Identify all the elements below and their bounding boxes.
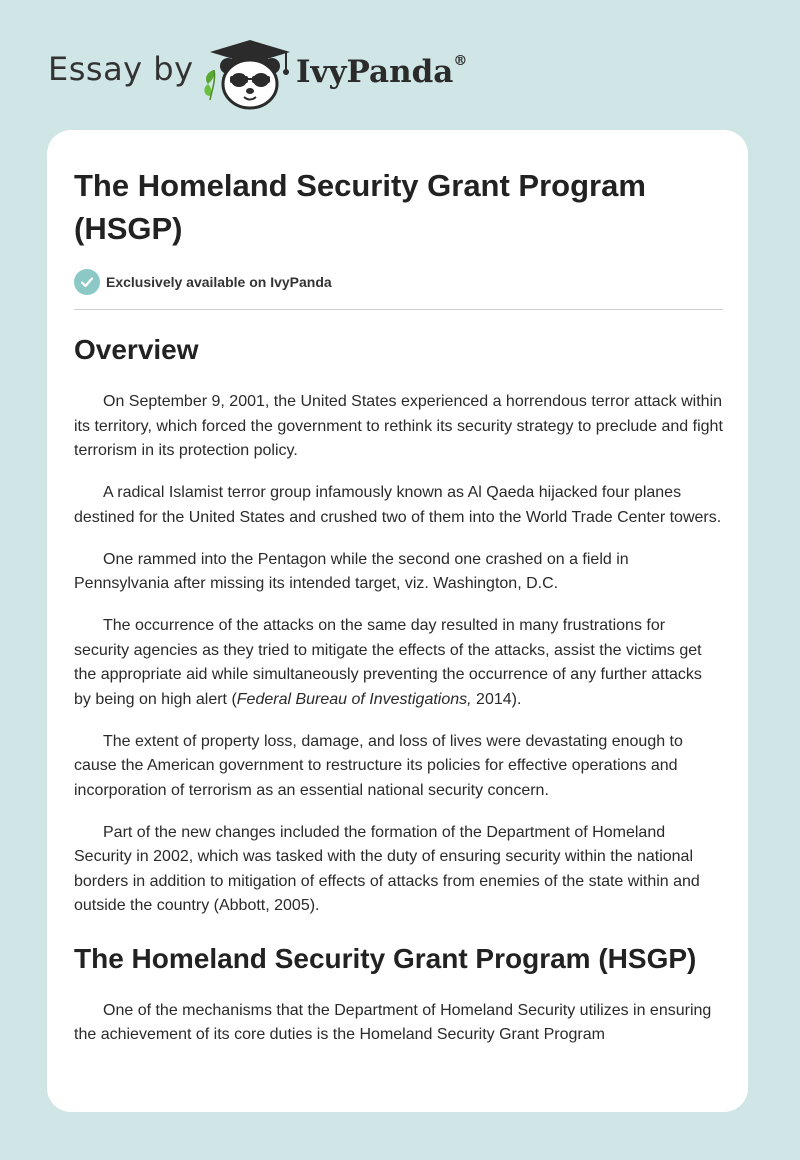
panda-graduate-icon (210, 40, 290, 108)
check-icon (74, 269, 100, 295)
paragraph-text: The occurrence of the attacks on the same day resulted in many frustrations for security agencies as they tried to mitigate the effects of the attacks, assist the victims get the appropriate aid while simultaneously preventing the occurrence of any further attacks by being on high alert ( (74, 617, 702, 708)
paragraph: Part of the new changes included the formation of the Department of Homeland Security in 2002, which was tasked with the duty of ensuring security within the national borders in addition to mitigation of effects of attacks from enemies of the state within and outside the country (Abbott, 2005). (74, 823, 700, 914)
brand-text: IvyPanda (296, 54, 454, 90)
article-card (47, 130, 748, 1112)
article-body (74, 164, 723, 1048)
exclusive-badge (74, 268, 723, 296)
exclusive-label: Exclusively available on IvyPanda (106, 274, 332, 290)
section-heading-overview: Overview (74, 334, 199, 365)
paragraph: One of the mechanisms that the Department of Homeland Security utilizes in ensuring the achievement of its core duties is the Homeland Security Grant Program (74, 1001, 712, 1043)
article-title: The Homeland Security Grant Program (HSGP) (74, 168, 646, 246)
ivypanda-logo[interactable] (200, 36, 296, 112)
paragraph: The extent of property loss, damage, and loss of lives were devastating enough to cause the American government to restructure its policies for effective operations and incorporation of terrorism as an essential national security concern. (74, 732, 683, 799)
paragraph-with-citation (74, 614, 723, 712)
paragraph: A radical Islamist terror group infamously known as Al Qaeda hijacked four planes destined for the United States and crushed two of them into the World Trade Center towers. (74, 484, 722, 526)
essay-by-label: Essay by (48, 50, 194, 88)
citation-source: Federal Bureau of Investigations, (236, 690, 472, 708)
divider (74, 309, 723, 310)
brand-name[interactable] (296, 54, 467, 90)
paragraph-text: 2014). (471, 690, 522, 708)
paragraph: One rammed into the Pentagon while the second one crashed on a field in Pennsylvania after missing its intended target, viz. Washington, D.C. (74, 550, 629, 592)
ivy-leaf-icon (204, 70, 214, 100)
site-header (0, 0, 800, 130)
paragraph: On September 9, 2001, the United States experienced a horrendous terror attack within its territory, which forced the government to rethink its security strategy to preclude and fight terrorism in its protection policy. (74, 393, 723, 459)
section-heading-hsgp: The Homeland Security Grant Program (HSGP) (74, 942, 697, 974)
registered-mark: ® (453, 52, 468, 69)
